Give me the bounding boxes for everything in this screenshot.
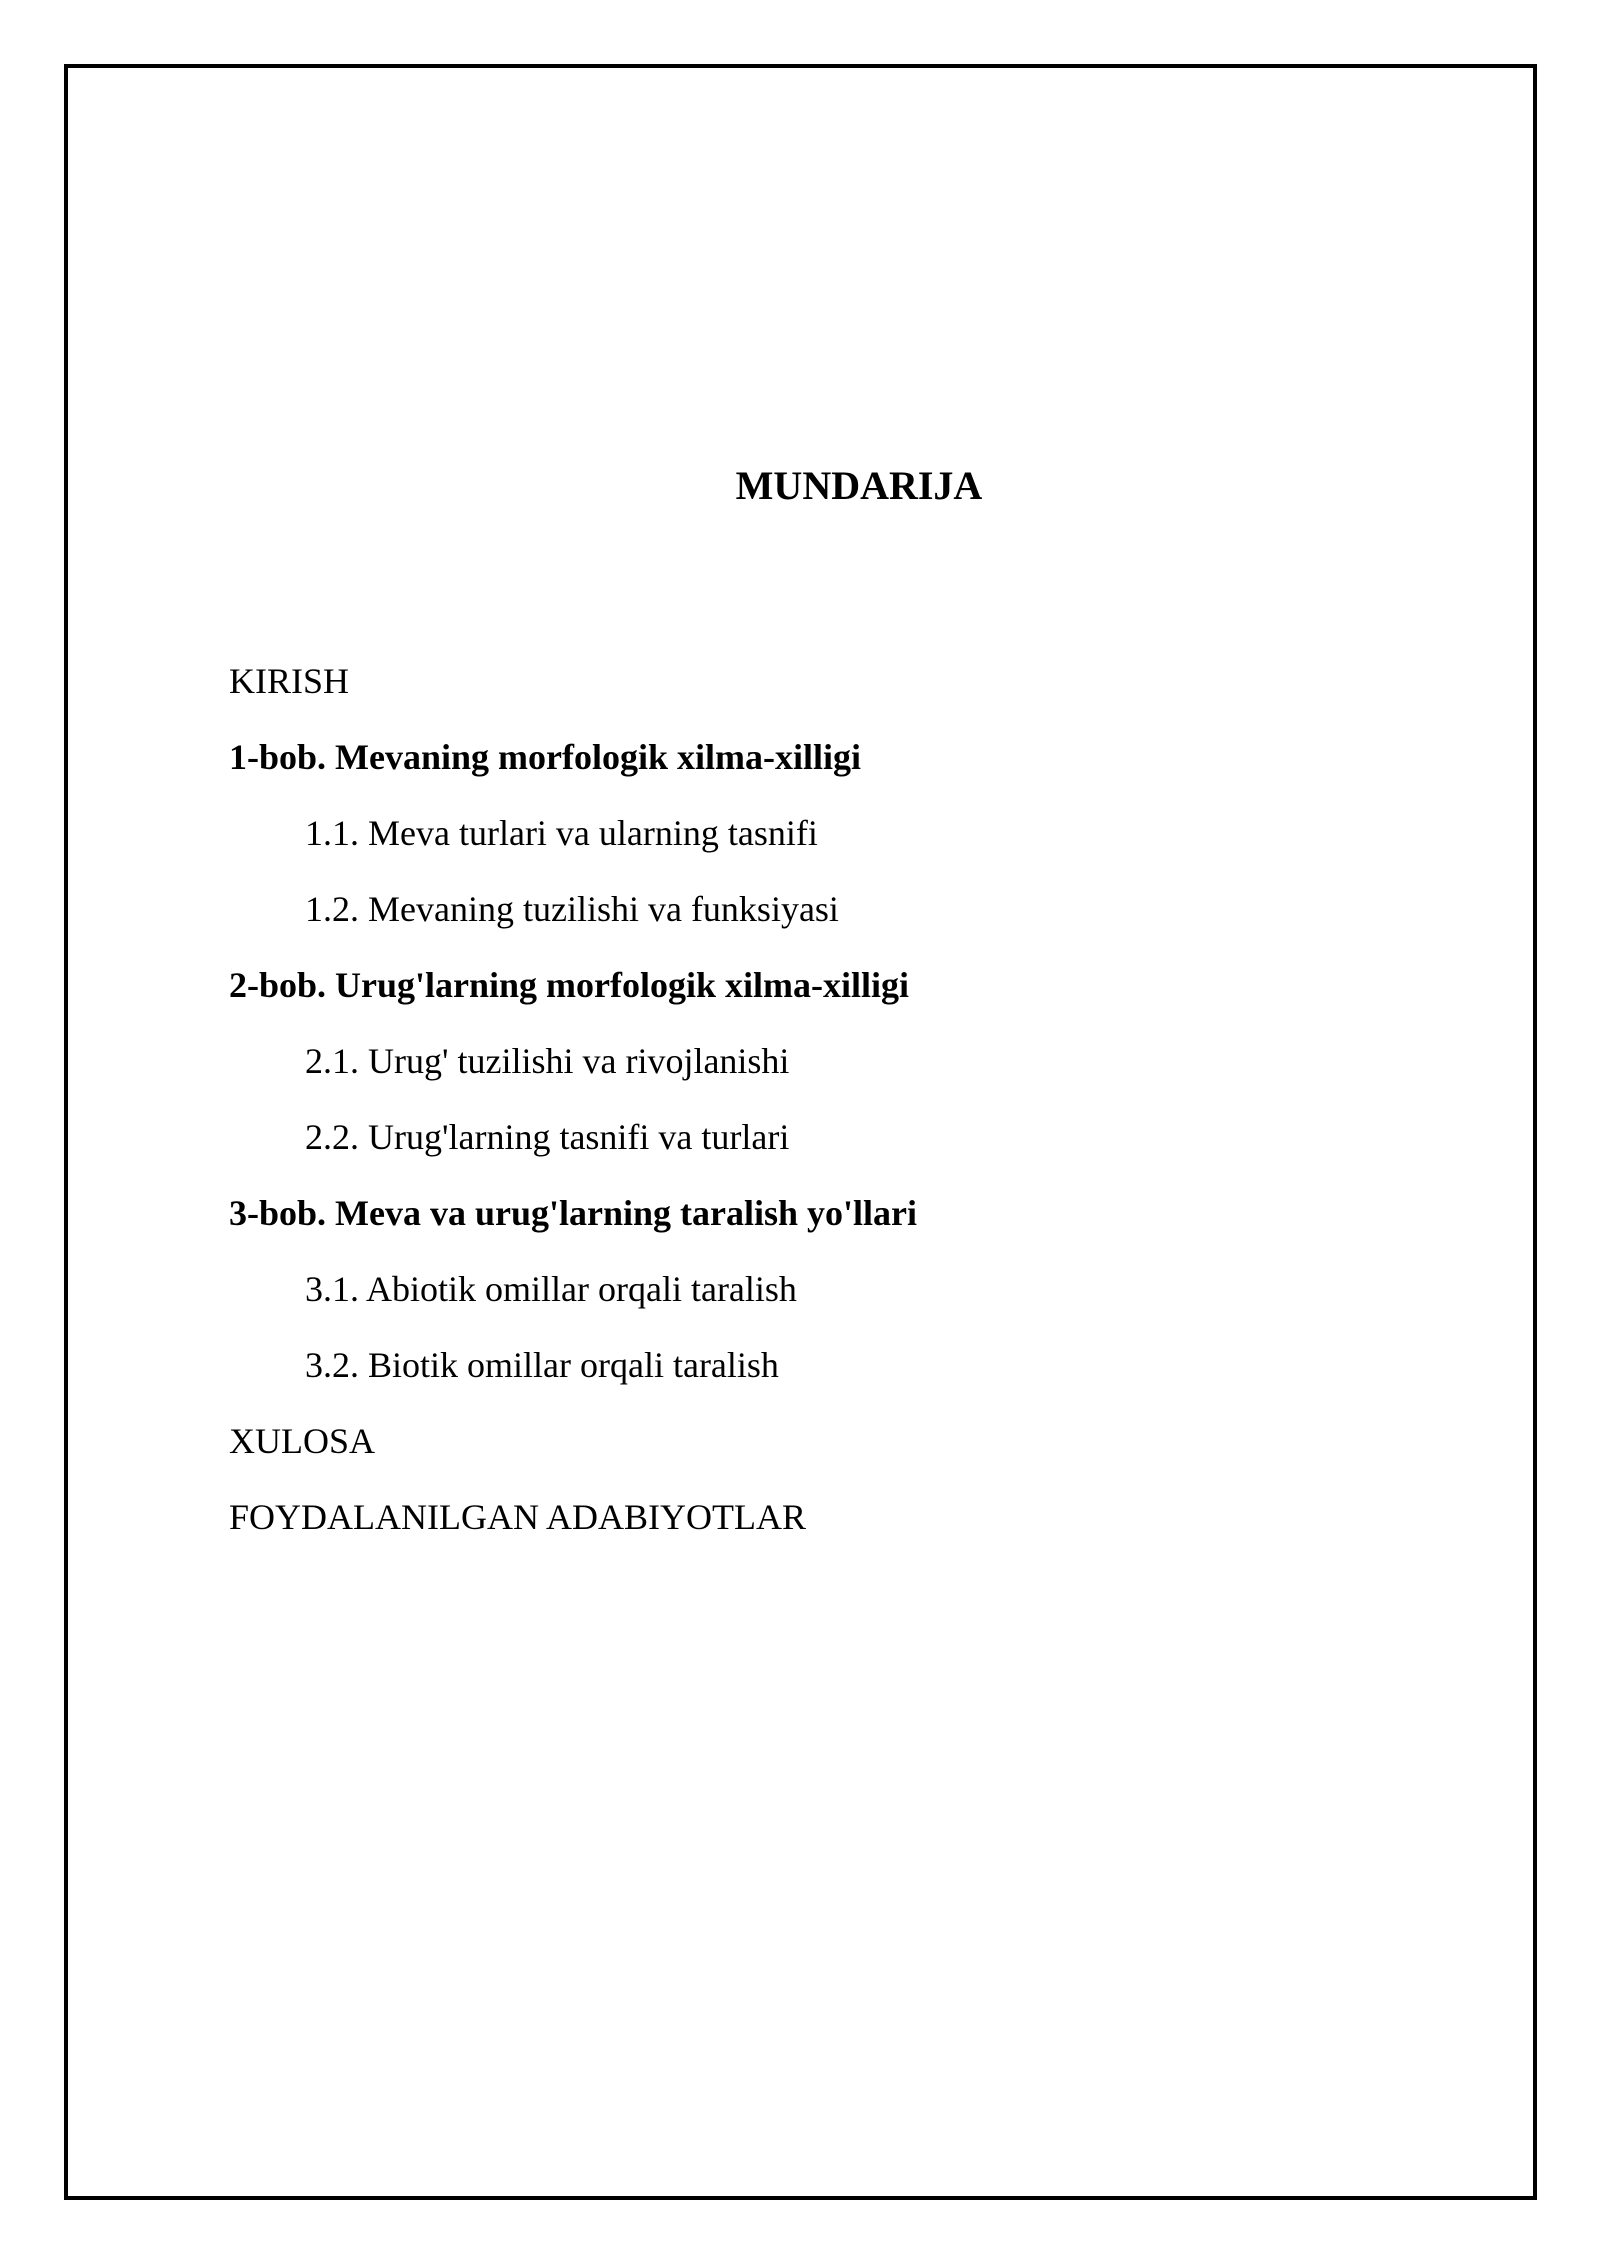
toc-chapter-3: 3-bob. Meva va urug'larning taralish yo'llari — [229, 1193, 918, 1233]
toc-section-1-2: 1.2. Mevaning tuzilishi va funksiyasi — [305, 889, 839, 929]
toc-section-2-1: 2.1. Urug' tuzilishi va rivojlanishi — [305, 1041, 790, 1081]
toc-chapter-1: 1-bob. Mevaning morfologik xilma-xilligi — [229, 737, 862, 777]
toc-section-1-1: 1.1. Meva turlari va ularning tasnifi — [305, 813, 818, 853]
toc-item-introduction: KIRISH — [229, 661, 350, 701]
page-title: MUNDARIJA — [735, 463, 983, 508]
toc-chapter-2: 2-bob. Urug'larning morfologik xilma-xilligi — [229, 965, 910, 1005]
toc-item-references: FOYDALANILGAN ADABIYOTLAR — [229, 1497, 806, 1537]
table-of-contents — [229, 643, 917, 1555]
toc-section-3-1: 3.1. Abiotik omillar orqali taralish — [305, 1269, 797, 1309]
toc-item-conclusion: XULOSA — [229, 1421, 376, 1461]
toc-section-3-2: 3.2. Biotik omillar orqali taralish — [305, 1345, 779, 1385]
toc-section-2-2: 2.2. Urug'larning tasnifi va turlari — [305, 1117, 790, 1157]
